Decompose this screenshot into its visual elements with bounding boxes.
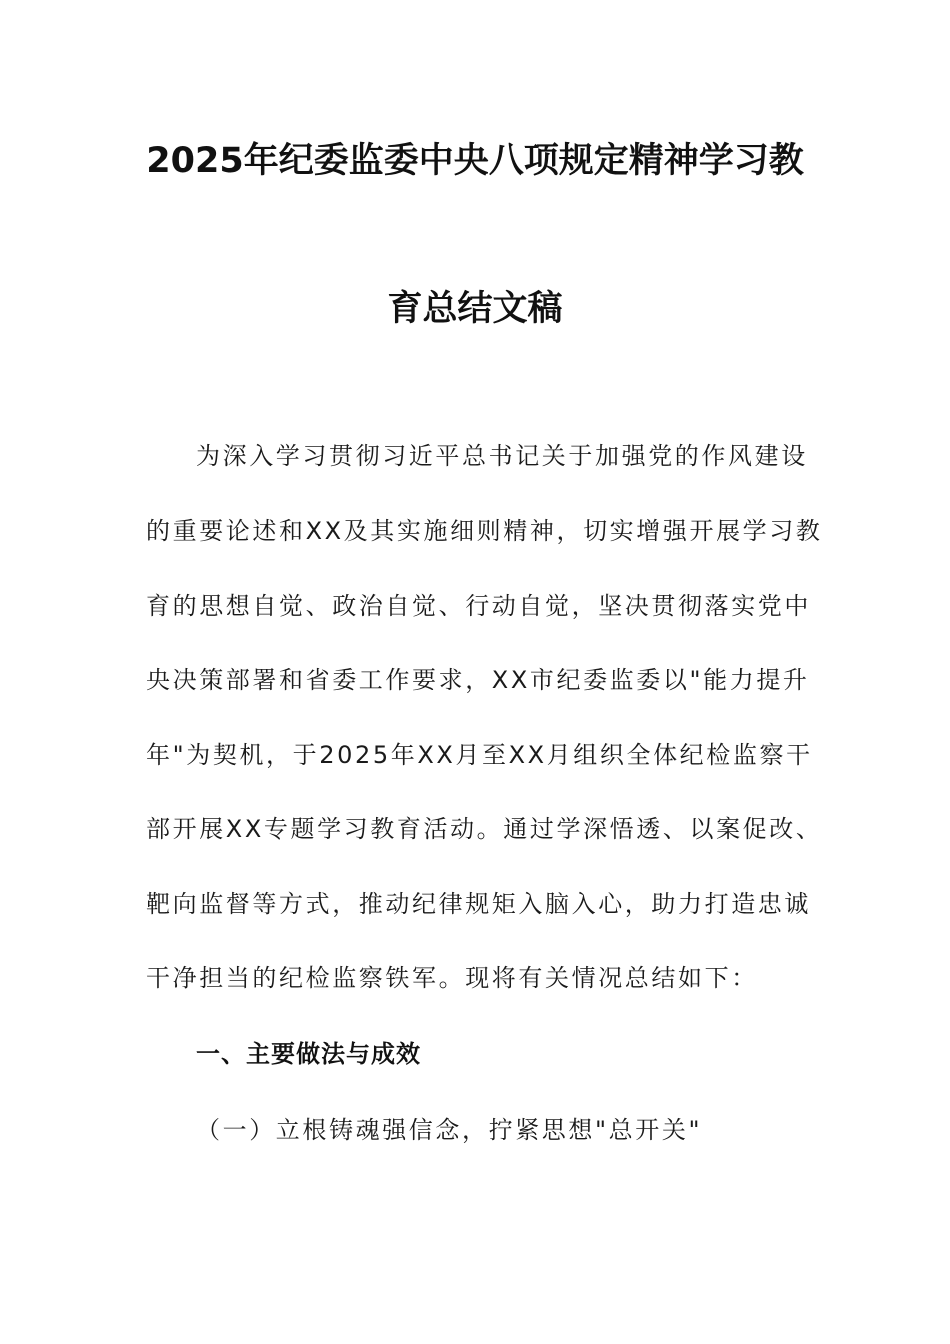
paragraph-line-3: 育的思想自觉、政治自觉、行动自觉，坚决贯彻落实党中 xyxy=(146,592,811,620)
paragraph-line-6: 部开展XX专题学习教育活动。通过学深悟透、以案促改、 xyxy=(146,815,823,843)
section-heading: 一、主要做法与成效 xyxy=(196,1040,421,1068)
document-title-line-1: 2025年纪委监委中央八项规定精神学习教 xyxy=(146,141,804,181)
paragraph-line-8: 干净担当的纪检监察铁军。现将有关情况总结如下： xyxy=(146,964,758,992)
subsection-heading: （一）立根铸魂强信念，拧紧思想"总开关" xyxy=(196,1116,703,1144)
paragraph-line-4: 央决策部署和省委工作要求，XX市纪委监委以"能力提升 xyxy=(146,666,810,694)
paragraph-line-2: 的重要论述和XX及其实施细则精神，切实增强开展学习教 xyxy=(146,517,823,545)
document-title-line-2: 育总结文稿 xyxy=(387,289,563,329)
paragraph-line-1: 为深入学习贯彻习近平总书记关于加强党的作风建设 xyxy=(196,442,808,470)
paragraph-line-7: 靶向监督等方式，推动纪律规矩入脑入心，助力打造忠诚 xyxy=(146,890,811,918)
paragraph-line-5: 年"为契机，于2025年XX月至XX月组织全体纪检监察干 xyxy=(146,741,813,769)
